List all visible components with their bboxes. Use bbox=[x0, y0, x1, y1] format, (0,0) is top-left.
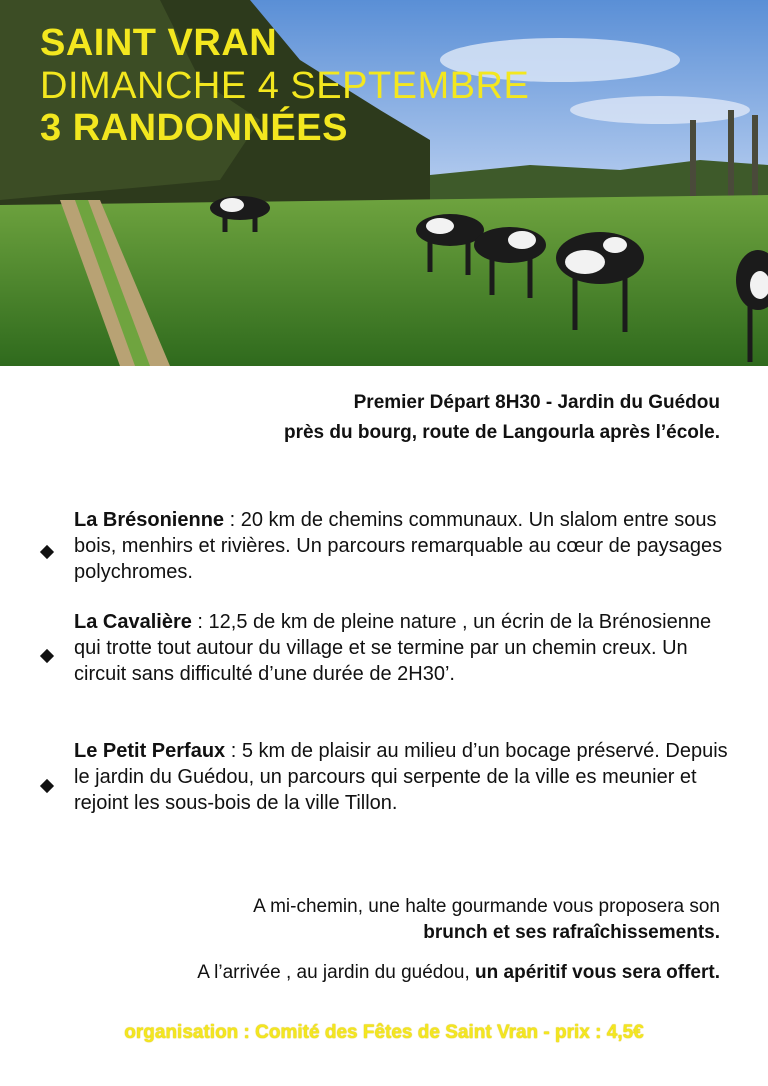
title-location: SAINT VRAN bbox=[40, 22, 278, 64]
hike-item-cavaliere bbox=[74, 609, 734, 687]
departure-line-1: Premier Départ 8H30 - Jardin du Guédou bbox=[353, 392, 720, 413]
hike-item-bresonienne bbox=[74, 507, 734, 585]
hike-description: : 20 km de chemins communaux. Un slalom entre sous bois, menhirs et rivières. Un parcours remarquable au cœur de paysages polychromes. bbox=[74, 509, 723, 583]
bullet-diamond-icon bbox=[40, 545, 54, 559]
arrival-info bbox=[20, 960, 720, 986]
bullet-diamond-icon bbox=[40, 649, 54, 663]
hike-item-petit-perfaux bbox=[74, 738, 734, 816]
organisation-footer: organisation : Comité des Fêtes de Saint Vran - prix : 4,5€ bbox=[124, 1022, 644, 1043]
title-hikes: 3 RANDONNÉES bbox=[40, 107, 348, 150]
hero-photo bbox=[0, 0, 768, 366]
departure-line-2: près du bourg, route de Langourla après l’école. bbox=[283, 422, 720, 443]
hike-description: : 5 km de plaisir au milieu d’un bocage préservé. Depuis le jardin du Guédou, un parcours qui serpente de la ville es meunier et rejoint les sous-bois de la ville Tillon. bbox=[74, 740, 728, 814]
departure-info bbox=[80, 388, 720, 448]
page-title bbox=[40, 22, 529, 150]
hike-name: Le Petit Perfaux bbox=[74, 740, 226, 762]
hike-description: : 12,5 de km de pleine nature , un écrin de la Brénosienne qui trotte tout autour du village et se termine par un chemin creux. Un circuit sans difficulté d’une durée de 2H30’. bbox=[74, 611, 712, 685]
halte-line-2: brunch et ses rafraîchissements. bbox=[423, 922, 720, 943]
hike-name: La Brésonienne bbox=[74, 509, 225, 531]
arrival-highlight: un apéritif vous sera offert. bbox=[475, 962, 720, 983]
arrival-text: A l’arrivée , au jardin du guédou, bbox=[197, 962, 476, 983]
title-date: DIMANCHE 4 SEPTEMBRE bbox=[40, 64, 530, 107]
bullet-diamond-icon bbox=[40, 779, 54, 793]
halte-line-1: A mi-chemin, une halte gourmande vous proposera son bbox=[253, 896, 720, 917]
hike-name: La Cavalière bbox=[74, 611, 192, 633]
halte-info bbox=[80, 894, 720, 946]
